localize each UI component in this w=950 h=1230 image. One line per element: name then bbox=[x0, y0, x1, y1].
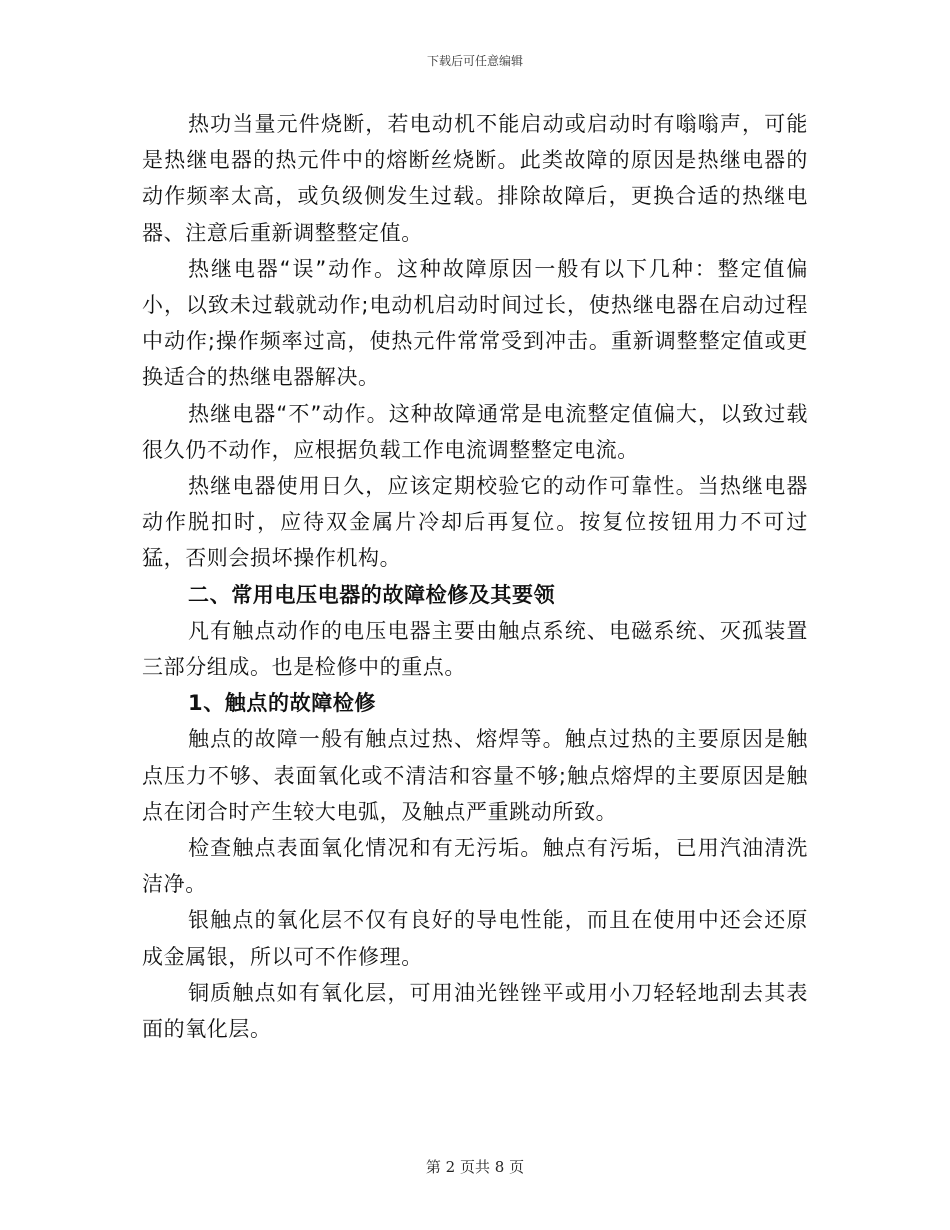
paragraph-silver-contacts: 银触点的氧化层不仅有良好的导电性能，而且在使用中还会还原成金属银，所以可不作修理。 bbox=[142, 908, 808, 969]
page-header: 下载后可任意编辑 bbox=[426, 54, 523, 68]
paragraph-copper-contacts: 铜质触点如有氧化层，可用油光锉锉平或用小刀轻轻地刮去其表面的氧化层。 bbox=[142, 980, 808, 1042]
paragraph-thermal-element-burnout: 热功当量元件烧断，若电动机不能启动或启动时有嗡嗡声，可能是热继电器的热元件中的熔断丝烧断。此类故障的原因是热继电器的动作频率太高，或负级侧发生过载。排除故障后，更换合适的热继电器、注意后重新调整整定值。 bbox=[142, 112, 808, 245]
document-body bbox=[142, 106, 808, 1047]
paragraph-contact-faults: 触点的故障一般有触点过热、熔焊等。触点过热的主要原因是触点压力不够、表面氧化或不清洁和容量不够;触点熔焊的主要原因是触点在闭合时产生较大电弧，及触点严重跳动所致。 bbox=[142, 727, 808, 824]
paragraph-no-trip: 热继电器“不”动作。这种故障通常是电流整定值偏大，以致过载很久仍不动作，应根据负载工作电流调整整定电流。 bbox=[142, 401, 808, 462]
paragraph-voltage-device-parts: 凡有触点动作的电压电器主要由触点系统、电磁系统、灭孤装置三部分组成。也是检修中的重点。 bbox=[142, 618, 808, 680]
page-number-footer: 第 2 页共 8 页 bbox=[425, 1158, 525, 1176]
section-heading-voltage-devices: 二、常用电压电器的故障检修及其要领 bbox=[188, 582, 556, 607]
paragraph-false-trip: 热继电器“误”动作。这种故障原因一般有以下几种：整定值偏小，以致未过载就动作;电动机启动时间过长，使热继电器在启动过程中动作;操作频率过高，使热元件常常受到冲击。重新调整整定值或更换适合的热继电器解决。 bbox=[142, 256, 808, 390]
paragraph-contact-cleaning: 检查触点表面氧化情况和有无污垢。触点有污垢，已用汽油清洗洁净。 bbox=[142, 836, 808, 897]
subsection-heading-contact-repair: 1、触点的故障检修 bbox=[188, 691, 377, 716]
paragraph-periodic-calibration: 热继电器使用日久，应该定期校验它的动作可靠性。当热继电器动作脱扣时，应待双金属片冷却后再复位。按复位按钮用力不可过猛，否则会损坏操作机构。 bbox=[142, 474, 808, 571]
